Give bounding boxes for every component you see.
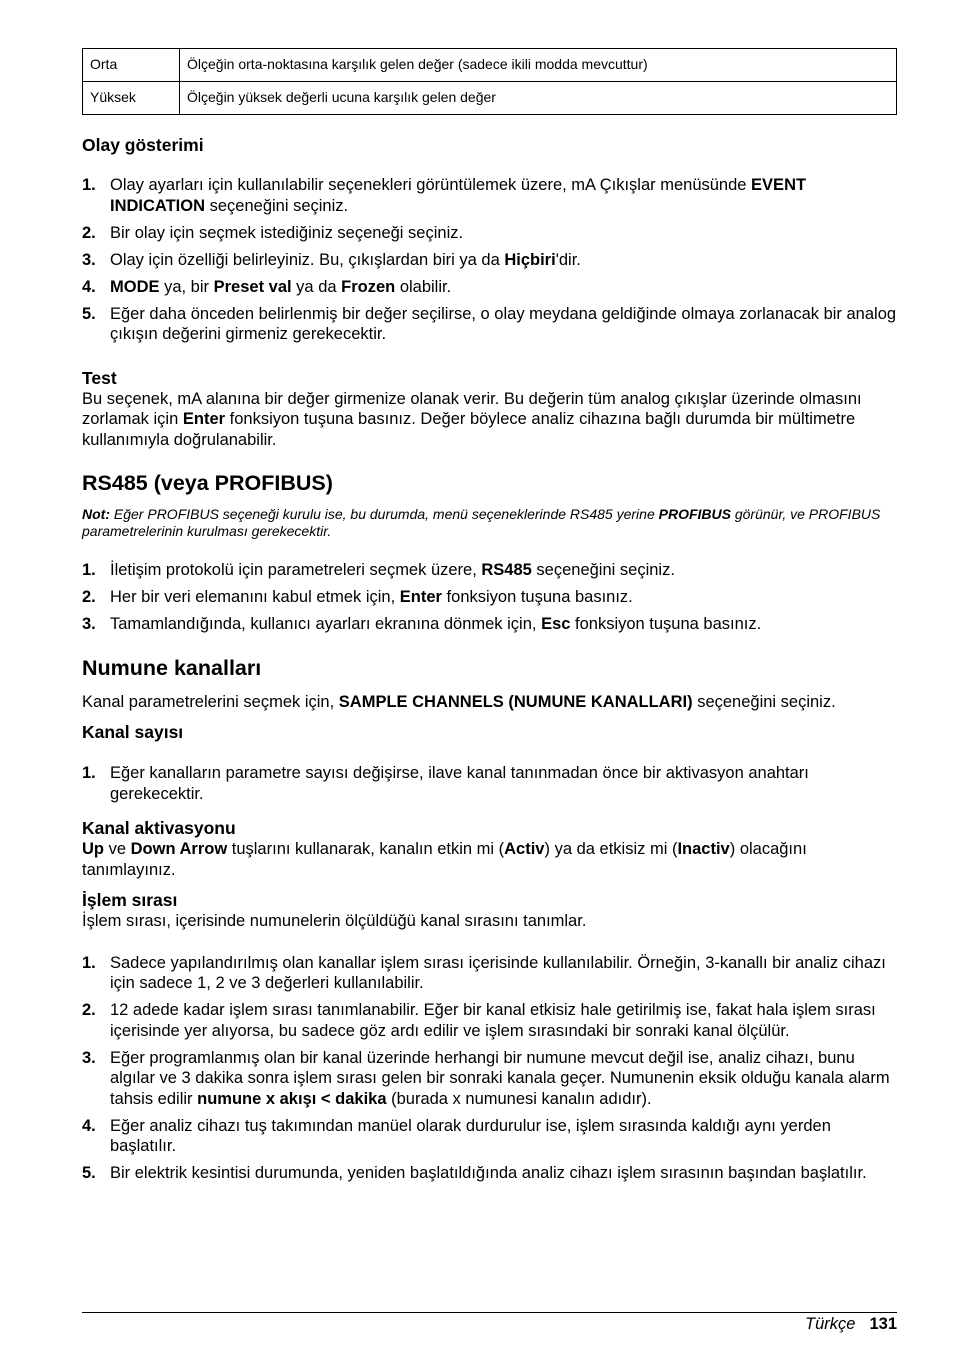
step-text: ya, bir — [159, 277, 214, 296]
heading-rs485: RS485 (veya PROFIBUS) — [82, 471, 333, 495]
sequence-intro: İşlem sırası, içerisinde numunelerin ölçüldüğü kanal sırasını tanımlar. — [82, 912, 587, 930]
step-text: Her bir veri elemanını kabul etmek için, — [110, 588, 400, 606]
table-cell-label: Orta — [83, 49, 180, 82]
step-number: 3. — [82, 1048, 96, 1067]
table-cell-label: Yüksek — [83, 82, 180, 115]
step-bold: Esc — [541, 615, 571, 633]
step-number: 2. — [82, 1001, 96, 1019]
list-item — [82, 1048, 897, 1110]
paragraph-text: ) olacağını tanımlayınız. — [82, 840, 807, 879]
list-item — [82, 587, 897, 608]
table-cell-desc: Ölçeğin orta-noktasına karşılık gelen değer (sadece ikili modda mevcuttur) — [180, 49, 897, 82]
paragraph-bold: Activ — [504, 840, 545, 858]
step-text: seçeneğini seçiniz. — [205, 196, 349, 215]
step-text: Olay ayarları için kullanılabilir seçenekleri görüntülemek üzere, mA Çıkışlar menüsünde — [110, 176, 752, 194]
step-text: fonksiyon tuşuna basınız. — [441, 588, 633, 606]
step-bold: Preset val — [213, 277, 292, 296]
step-text: seçeneğini seçiniz. — [531, 561, 675, 579]
list-item — [82, 1116, 897, 1157]
list-item — [82, 953, 897, 994]
step-bold: numune x akışı < dakika — [197, 1089, 387, 1108]
step-number: 1. — [82, 561, 96, 579]
page-footer — [82, 1312, 897, 1333]
step-bold: Frozen — [341, 277, 396, 296]
step-text: olabilir. — [395, 277, 452, 296]
step-text: Olay için özelliği belirleyiniz. Bu, çıkışlardan biri ya da — [110, 250, 505, 269]
paragraph-text: tuşlarını kullanarak, kanalın etkin mi ( — [227, 840, 505, 858]
step-number: 2. — [82, 223, 96, 242]
step-bold: MODE — [110, 277, 160, 296]
step-text: ya da — [291, 277, 342, 296]
note-label: Not: — [82, 506, 110, 522]
heading-sample-channels: Numune kanalları — [82, 655, 262, 680]
step-number: 3. — [82, 615, 96, 633]
step-bold: Hiçbiri — [504, 250, 556, 269]
step-text: Bir elektrik kesintisi durumunda, yeniden başlatıldığında analiz cihazı işlem sırasının başından başlatılır. — [110, 1164, 867, 1182]
step-text: fonksiyon tuşuna basınız. — [570, 615, 762, 633]
heading-test: Test — [82, 367, 117, 388]
rs485-steps-list — [82, 560, 897, 635]
step-text: İletişim protokolü için parametreleri seçmek üzere, — [110, 561, 482, 579]
step-text: Eğer kanalların parametre sayısı değişirse, ilave kanal tanınmadan önce bir aktivasyon anahtarı gerekecektir. — [110, 764, 809, 803]
step-number: 1. — [82, 176, 96, 194]
step-text: 12 adede kadar işlem sırası tanımlanabilir. Eğer bir kanal etkisiz hale getirilmiş ise, fakat hala işlem sırası içerisinde yer alıyorsa, bu sadece göz ardı edilir ve işlem sırasındaki bir sonraki kanal ölçülür. — [110, 1001, 876, 1040]
list-item — [82, 614, 897, 635]
step-text: (burada x numunesi kanalın adıdır). — [386, 1089, 652, 1108]
step-bold: EVENT INDICATION — [110, 176, 807, 215]
list-item — [82, 277, 897, 298]
heading-channel-count: Kanal sayısı — [82, 722, 184, 742]
sequence-steps-list — [82, 953, 897, 1184]
table-row — [83, 82, 897, 115]
step-number: 2. — [82, 588, 96, 606]
step-number: 4. — [82, 277, 96, 296]
note-text: Eğer PROFIBUS seçeneği kurulu ise, bu durumda, menü seçeneklerinde RS485 yerine — [110, 506, 659, 522]
list-item — [82, 1163, 897, 1184]
list-item — [82, 250, 897, 271]
parameter-table — [82, 48, 897, 115]
step-text: 'dir. — [555, 250, 581, 269]
footer-text — [805, 1314, 897, 1334]
page-content — [82, 48, 897, 1190]
paragraph-text: ) ya da etkisiz mi ( — [544, 840, 678, 858]
heading-channel-activation: Kanal aktivasyonu — [82, 818, 236, 838]
paragraph-text: fonksiyon tuşuna basınız. Değer böylece analiz cihazına bağlı durumda bir mültimetre kullanımıyla doğrulanabilir. — [82, 410, 856, 449]
step-text: Tamamlandığında, kullanıcı ayarları ekranına dönmek için, — [110, 615, 542, 633]
step-number: 4. — [82, 1116, 96, 1135]
paragraph-bold: Down Arrow — [130, 840, 228, 858]
step-number: 1. — [82, 953, 96, 972]
page-number: 131 — [869, 1315, 897, 1333]
paragraph-bold: Up — [82, 840, 104, 858]
step-text: Eğer programlanmış olan bir kanal üzerinde herhangi bir numune mevcut değil ise, analiz cihazı, bunu algılar ve 3 dakika sonra işlem sırası gelen bir sonraki kanala geçer. Numunenin eksik olduğu kanala alarm tahsis edilir — [110, 1048, 890, 1108]
list-item — [82, 763, 897, 804]
step-bold: Enter — [399, 588, 442, 606]
heading-event-indication: Olay gösterimi — [82, 135, 204, 155]
note-bold: PROFIBUS — [658, 506, 731, 522]
note-text: görünür, ve PROFIBUS parametrelerinin kurulması gerekecektir. — [82, 506, 881, 539]
step-text: Eğer daha önceden belirlenmiş bir değer seçilirse, o olay meydana geldiğinde olmaya zorlanacak bir analog çıkışın değerini girmeniz gerekecektir. — [110, 304, 897, 343]
step-text: Eğer analiz cihazı tuş takımından manüel olarak durdurulur ise, işlem sırasında kaldığı aynı yerden başlatılır. — [110, 1116, 831, 1155]
list-item — [82, 1000, 897, 1041]
step-bold: RS485 — [481, 561, 532, 579]
paragraph-bold: Inactiv — [677, 840, 730, 858]
step-text: Bir olay için seçmek istediğiniz seçeneği seçiniz. — [110, 223, 464, 242]
list-item — [82, 223, 897, 244]
test-paragraph — [82, 389, 897, 451]
step-number: 3. — [82, 250, 96, 269]
activation-paragraph — [82, 839, 897, 880]
list-item — [82, 175, 897, 216]
channels-paragraph — [82, 692, 897, 713]
list-item — [82, 560, 897, 581]
count-steps-list — [82, 763, 897, 804]
paragraph-text: seçeneğini seçiniz. — [692, 692, 836, 711]
step-number: 1. — [82, 764, 96, 782]
heading-sequence: İşlem sırası — [82, 890, 178, 910]
paragraph-text: ve — [104, 840, 131, 858]
paragraph-text: Bu seçenek, mA alanına bir değer girmenize olanak verir. Bu değerin tüm analog çıkışlar üzerinde olmasını zorlamak için — [82, 389, 862, 428]
event-steps-list — [82, 175, 897, 345]
list-item — [82, 304, 897, 345]
paragraph-bold: SAMPLE CHANNELS (NUMUNE KANALLARI) — [338, 692, 693, 711]
table-cell-desc: Ölçeğin yüksek değerli ucuna karşılık gelen değer — [180, 82, 897, 115]
step-number: 5. — [82, 1164, 96, 1182]
step-text: Sadece yapılandırılmış olan kanallar işlem sırası içerisinde kullanılabilir. Örneğin, 3-kanallı bir analiz cihazı için sadece 1, 2 ve 3 değerleri kullanılabilir. — [110, 953, 886, 992]
paragraph-bold: Enter — [182, 410, 226, 428]
footer-language: Türkçe — [805, 1315, 856, 1333]
paragraph-text: Kanal parametrelerini seçmek için, — [82, 692, 339, 711]
step-number: 5. — [82, 304, 96, 323]
note — [82, 506, 897, 540]
table-row — [83, 49, 897, 82]
